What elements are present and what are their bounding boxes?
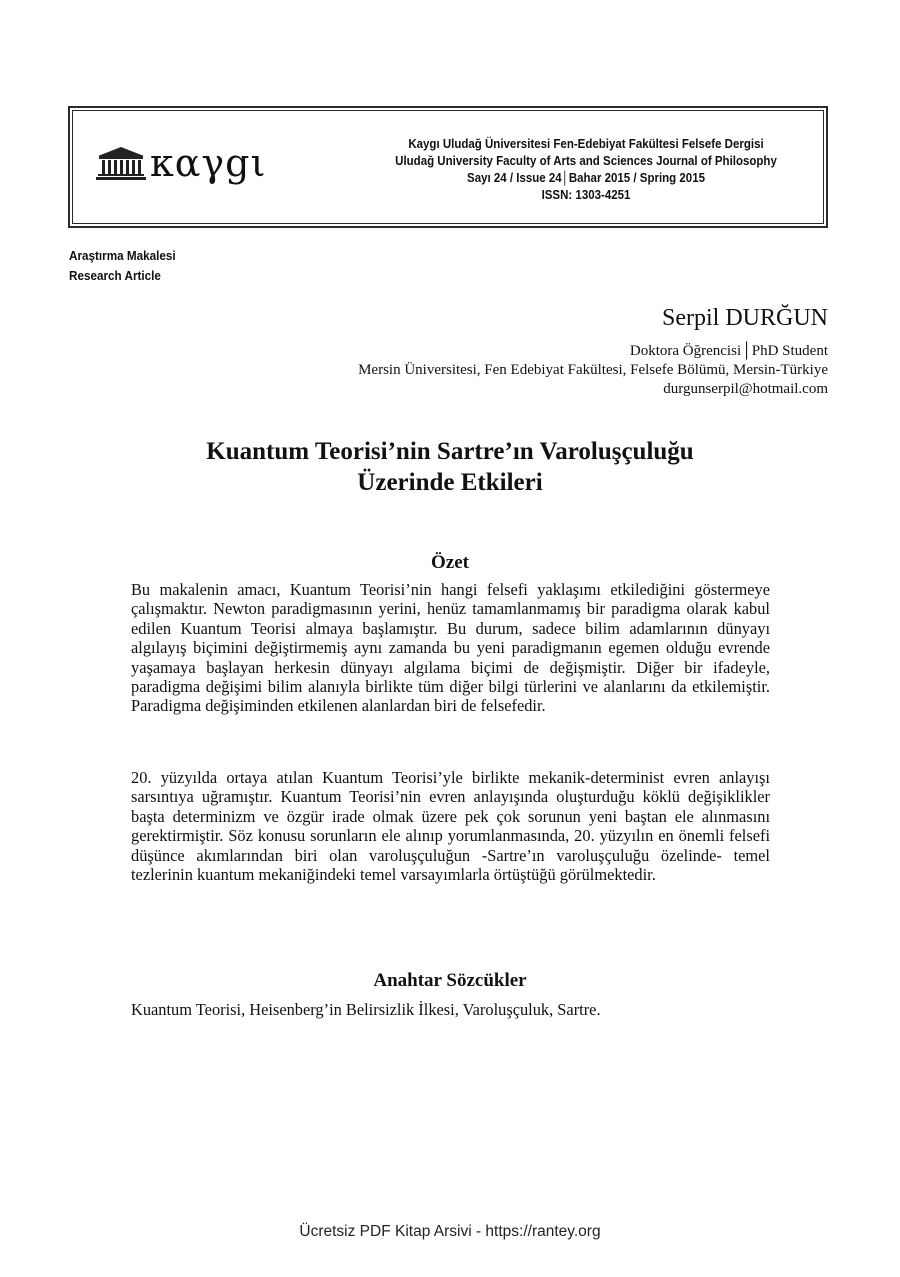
temple-icon xyxy=(96,146,146,180)
article-type-tr: Araştırma Makalesi xyxy=(69,248,176,263)
journal-logo xyxy=(96,138,266,188)
author-block xyxy=(358,300,828,399)
page-footer: Ücretsiz PDF Kitap Arsivi - https://rantey.org xyxy=(299,1223,601,1240)
article-title-line-2: Üzerinde Etkileri xyxy=(357,469,543,496)
journal-issue: Sayı 24 / Issue 24│Bahar 2015 / Spring 2015 xyxy=(467,171,705,185)
journal-logo-text: καγgι xyxy=(150,141,267,185)
abstract-heading: Özet xyxy=(431,552,469,573)
article-title-line-1: Kuantum Teorisi’nin Sartre’ın Varoluşçuluğu xyxy=(206,438,694,465)
author-name: Serpil DURĞUN xyxy=(662,305,828,331)
journal-name-en: Uludağ University Faculty of Arts and Sciences Journal of Philosophy xyxy=(395,154,777,168)
keywords-heading: Anahtar Sözcükler xyxy=(373,970,527,991)
author-affiliation: Mersin Üniversitesi, Fen Edebiyat Fakültesi, Felsefe Bölümü, Mersin-Türkiye xyxy=(358,362,828,378)
keywords-text: Kuantum Teorisi, Heisenberg’in Belirsizlik İlkesi, Varoluşçuluk, Sartre. xyxy=(131,1000,601,1019)
journal-issn: ISSN: 1303-4251 xyxy=(541,188,631,202)
article-type xyxy=(69,246,176,286)
journal-info xyxy=(384,136,789,204)
journal-name-tr: Kaygı Uludağ Üniversitesi Fen-Edebiyat Fakültesi Felsefe Dergisi xyxy=(408,137,764,151)
journal-header xyxy=(68,106,828,228)
article-type-en: Research Article xyxy=(69,268,161,283)
author-email[interactable]: durgunserpil@hotmail.com xyxy=(663,381,828,397)
article-title xyxy=(100,436,800,498)
abstract-paragraph: 20. yüzyılda ortaya atılan Kuantum Teorisi’yle birlikte mekanik-determinist evren anlayışı sarsıntıya uğramıştır. Kuantum Teorisi’nin evren anlayışında oluşturduğu köklü değişiklikler başta determinizm ve özgür irade olmak üzere pek çok sorunun yeni baştan ele alınmasını gerektirmiştir. Söz konusu sorunların ele alınıp yorumlanmasında, 20. yüzyılın en önemli felsefi düşünce akımlarından biri olan varoluşçuluğun -Sartre’ın varoluşçuluğu özelinde- temel tezlerinin kuantum mekaniğindeki temel varsayımlarla örtüştüğü görülmektedir. xyxy=(131,768,770,885)
abstract-paragraph: Bu makalenin amacı, Kuantum Teorisi’nin hangi felsefi yaklaşımı etkilediğini göstermeye çalışmaktır. Newton paradigmasının yerini, henüz tamamlanmamış bir paradigma olarak kabul edilen Kuantum Teorisi almaya başlamıştır. Bu durum, sadece bilim adamlarının dünyayı algılayış biçimini değiştirmemiş aynı zamanda bu yeni paradigmanın egemen olduğu evrende yaşamaya başlayan herkesin dünyayı algılama biçimi de değişmiştir. Diğer bir ifadeyle, paradigma değişimi bilim alanıyla birlikte tüm diğer bilgi türlerini ve alanlarını da etkilemiştir. Paradigma değişiminden etkilenen alanlardan biri de felsefedir. xyxy=(131,580,770,716)
author-position: Doktora Öğrencisi│PhD Student xyxy=(629,343,828,359)
